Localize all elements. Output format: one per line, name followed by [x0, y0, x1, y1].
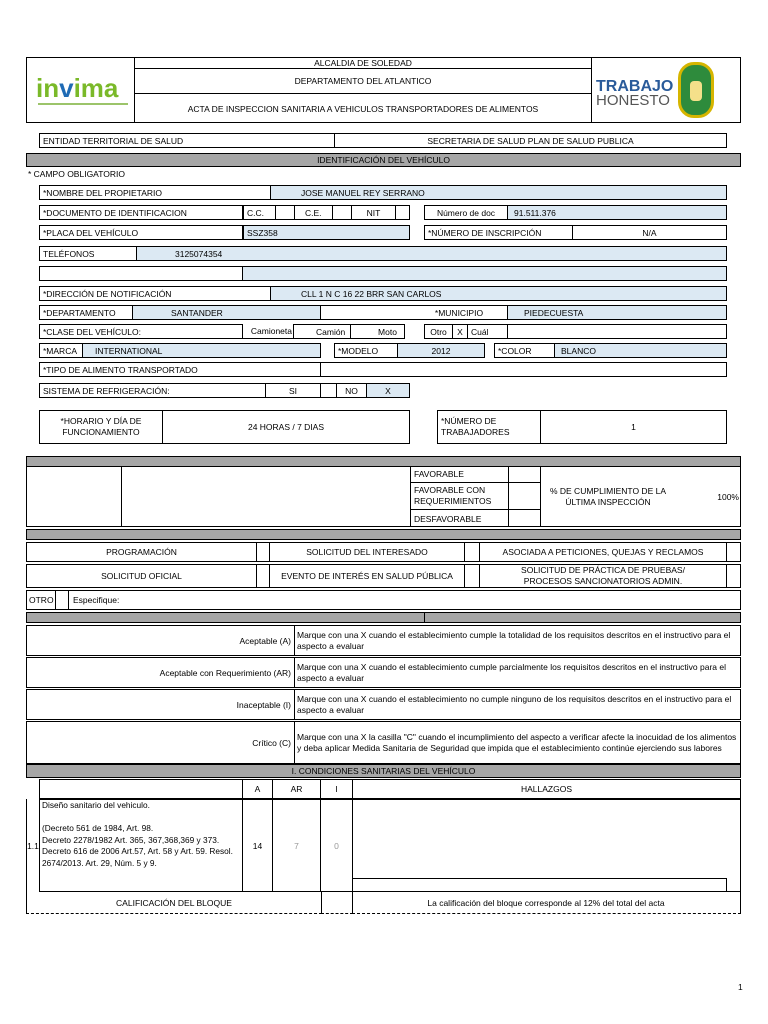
section1-header-blank	[39, 779, 243, 799]
item-ar-value[interactable]: 7	[272, 799, 321, 892]
vclass-cual-value[interactable]	[507, 324, 727, 339]
id-ce-label: C.E.	[294, 205, 333, 220]
org2: DEPARTAMENTO DEL ATLANTICO	[135, 69, 591, 94]
concept-col2	[122, 466, 411, 527]
motive-especifique[interactable]: Especifique:	[68, 590, 741, 610]
model-value[interactable]: 2012	[397, 343, 485, 358]
concept-favreq-checkbox[interactable]	[509, 483, 540, 510]
refrig-si-label: SI	[265, 383, 321, 398]
motive-solicitud-interesado: SOLICITUD DEL INTERESADO	[269, 542, 465, 562]
food-value[interactable]	[320, 362, 727, 377]
motive-pruebas: SOLICITUD DE PRÁCTICA DE PRUEBAS/ PROCESOS SANCIONATORIOS ADMIN.	[479, 564, 727, 588]
org1: ALCALDIA DE SOLEDAD	[135, 57, 591, 69]
col-hallazgos-header: HALLAZGOS	[352, 779, 741, 799]
workers-label: *NÚMERO DE TRABAJADORES	[437, 410, 541, 444]
vehicle-id-section: IDENTIFICACIÓN DEL VEHÍCULO	[26, 153, 741, 167]
motive-asociada-check[interactable]	[726, 542, 741, 562]
logo-right-line2: HONESTO	[596, 92, 670, 109]
refrig-label: SISTEMA DE REFRIGERACIÓN:	[39, 383, 266, 398]
plate-label: *PLACA DEL VEHÍCULO	[39, 225, 243, 240]
page-number: 1	[738, 982, 743, 992]
entity-value: SECRETARIA DE SALUD PLAN DE SALUD PUBLICA	[334, 133, 727, 148]
legend-desc-ar: Marque con una X cuando el establecimiento cumple parcialmente los requisitos descritos en el instructivo para el aspecto a evaluar	[294, 657, 741, 688]
legend-term-i: Inaceptable (I)	[26, 689, 295, 720]
id-doc-label: *DOCUMENTO DE IDENTIFICACION	[39, 205, 243, 220]
motive-asociada: ASOCIADA A PETICIONES, QUEJAS Y RECLAMOS	[479, 542, 727, 562]
entity-label: ENTIDAD TERRITORIAL DE SALUD	[39, 133, 335, 148]
section1-title: I. CONDICIONES SANITARIAS DEL VEHÍCULO	[26, 764, 741, 778]
item-i-value[interactable]: 0	[320, 799, 353, 892]
extra-blank-value[interactable]	[242, 266, 727, 281]
owner-value[interactable]: JOSE MANUEL REY SERRANO	[270, 185, 727, 200]
legend-term-ar: Aceptable con Requerimiento (AR)	[26, 657, 295, 688]
doc-title: ACTA DE INSPECCION SANITARIA A VEHICULOS TRANSPORTADORES DE ALIMENTOS	[187, 103, 539, 114]
vclass-opt-camioneta[interactable]: Camioneta	[242, 324, 294, 339]
brand-value[interactable]: INTERNATIONAL	[82, 343, 321, 358]
refrig-si-checkbox[interactable]	[320, 383, 337, 398]
legend-term-a: Aceptable (A)	[26, 625, 295, 656]
compliance-value[interactable]: 100%	[717, 491, 739, 502]
legend-desc-a: Marque con una X cuando el establecimiento cumple la totalidad de los requisitos descritos en el instructivo para el aspecto a evaluar	[294, 625, 741, 656]
motive-solicitud-oficial: SOLICITUD OFICIAL	[26, 564, 257, 588]
col-ar-header: AR	[272, 779, 321, 799]
plate-value[interactable]: SSZ358	[243, 225, 410, 240]
concept-fav-checkbox[interactable]	[509, 466, 540, 483]
legend-bar-divider	[424, 612, 425, 623]
phones-label: TELÉFONOS	[39, 246, 137, 261]
reg-value[interactable]: N/A	[572, 225, 727, 240]
legend-desc-i: Marque con una X cuando el establecimiento no cumple ninguno de los requisitos descritos en el instructivo para el aspecto a evaluar	[294, 689, 741, 720]
motive-otro: OTRO	[26, 590, 56, 610]
legend-term-c: Crítico (C)	[26, 721, 295, 764]
doc-num-label: Número de doc	[424, 205, 508, 220]
motive-programacion-check[interactable]	[256, 542, 270, 562]
color-value[interactable]: BLANCO	[554, 343, 727, 358]
id-nit-checkbox[interactable]	[395, 205, 410, 220]
vclass-cual-label: Cuál	[467, 324, 508, 339]
address-label: *DIRECCIÓN DE NOTIFICACIÓN	[39, 286, 271, 301]
concept-desfav-checkbox[interactable]	[509, 510, 540, 527]
seal-icon	[678, 62, 714, 118]
schedule-value[interactable]: 24 HORAS / 7 DIAS	[162, 410, 410, 444]
motive-evento: EVENTO DE INTERÉS EN SALUD PÚBLICA	[269, 564, 465, 588]
motive-otro-check[interactable]	[55, 590, 69, 610]
item-hallazgos-subline	[352, 878, 727, 879]
id-ce-checkbox[interactable]	[332, 205, 352, 220]
item-hallazgos-subcell	[726, 878, 727, 892]
motive-pruebas-check[interactable]	[726, 564, 741, 588]
refrig-no-checkbox[interactable]: X	[366, 383, 410, 398]
logo-right-cell	[591, 57, 741, 123]
calif-label: CALIFICACIÓN DEL BLOQUE	[26, 892, 322, 914]
muni-value[interactable]: PIEDECUESTA	[507, 305, 727, 320]
vclass-opt-otro[interactable]: Otro	[424, 324, 453, 339]
col-i-header: I	[320, 779, 353, 799]
schedule-label: *HORARIO Y DÍA DE FUNCIONAMIENTO	[39, 410, 163, 444]
legend-desc-c: Marque con una X la casilla "C" cuando el incumplimiento del aspecto a verificar afecte la inocuidad de los alimentos y deba aplicar Medida Sanitaria de Seguridad que impida que el establecimiento continúe ejerciendo sus labores	[294, 721, 741, 764]
motive-programacion: PROGRAMACIÓN	[26, 542, 257, 562]
concept-col1	[26, 466, 122, 527]
reg-label: *NÚMERO DE INSCRIPCIÓN	[424, 225, 573, 240]
id-cc-label: C.C.	[243, 205, 276, 220]
muni-label: *MUNICIPIO	[320, 305, 508, 320]
invima-logo-caption	[38, 103, 128, 105]
refrig-no-label: NO	[336, 383, 367, 398]
mandatory-note: * CAMPO OBLIGATORIO	[28, 169, 125, 179]
concept-desfavorable: DESFAVORABLE	[414, 513, 482, 524]
vclass-opt-moto[interactable]: Moto	[350, 324, 405, 339]
dept-value[interactable]: SANTANDER	[132, 305, 321, 320]
id-cc-checkbox[interactable]	[275, 205, 295, 220]
dept-label: *DEPARTAMENTO	[39, 305, 133, 320]
brand-label: *MARCA	[39, 343, 83, 358]
food-label: *TIPO DE ALIMENTO TRANSPORTADO	[39, 362, 321, 377]
vclass-opt-camion[interactable]: Camión	[293, 324, 351, 339]
trabajo-honesto-logo	[596, 79, 674, 108]
motive-evento-check[interactable]	[464, 564, 480, 588]
motive-oficial-check[interactable]	[256, 564, 270, 588]
logo-right-line1: TRABAJO	[596, 78, 674, 95]
workers-value[interactable]: 1	[540, 410, 727, 444]
concept-favorable-req: FAVORABLE CON REQUERIMIENTOS	[411, 483, 509, 510]
vclass-label: *CLASE DEL VEHÍCULO:	[39, 324, 243, 339]
calif-value[interactable]	[321, 892, 353, 914]
motives-bar	[26, 529, 741, 540]
calif-note: La calificación del bloque corresponde al 12% del total del acta	[352, 892, 741, 914]
concept-favorable: FAVORABLE	[411, 466, 509, 483]
col-a-header: A	[242, 779, 273, 799]
item-a-value[interactable]: 14	[242, 799, 273, 892]
motive-interesado-check[interactable]	[464, 542, 480, 562]
item-number: 1.1	[27, 840, 39, 851]
invima-logo: invima	[36, 73, 119, 103]
phones-value[interactable]: 3125074354	[136, 246, 727, 261]
doc-num-value[interactable]: 91.511.376	[507, 205, 727, 220]
legend-bar	[26, 612, 741, 623]
address-value[interactable]: CLL 1 N C 16 22 BRR SAN CARLOS	[270, 286, 727, 301]
id-nit-label: NIT	[351, 205, 396, 220]
item-text: Diseño sanitario del vehiculo. (Decreto 561 de 1984, Art. 98. Decreto 2278/1982 Art. 365, 367,368,369 y 373. Decreto 616 de 2006 Art.57, Art. 58 y Art. 59. Resol. 2674/2013. Art. 29, Núm. 5 y 9.	[39, 799, 243, 892]
owner-label: *NOMBRE DEL PROPIETARIO	[39, 185, 271, 200]
compliance-label: % DE CUMPLIMIENTO DE LA ÚLTIMA INSPECCIÓN	[549, 485, 667, 507]
logo-left-cell	[26, 57, 135, 123]
model-label: *MODELO	[334, 343, 398, 358]
color-label: *COLOR	[494, 343, 555, 358]
extra-blank-label	[39, 266, 243, 281]
vclass-otro-mark[interactable]: X	[452, 324, 468, 339]
